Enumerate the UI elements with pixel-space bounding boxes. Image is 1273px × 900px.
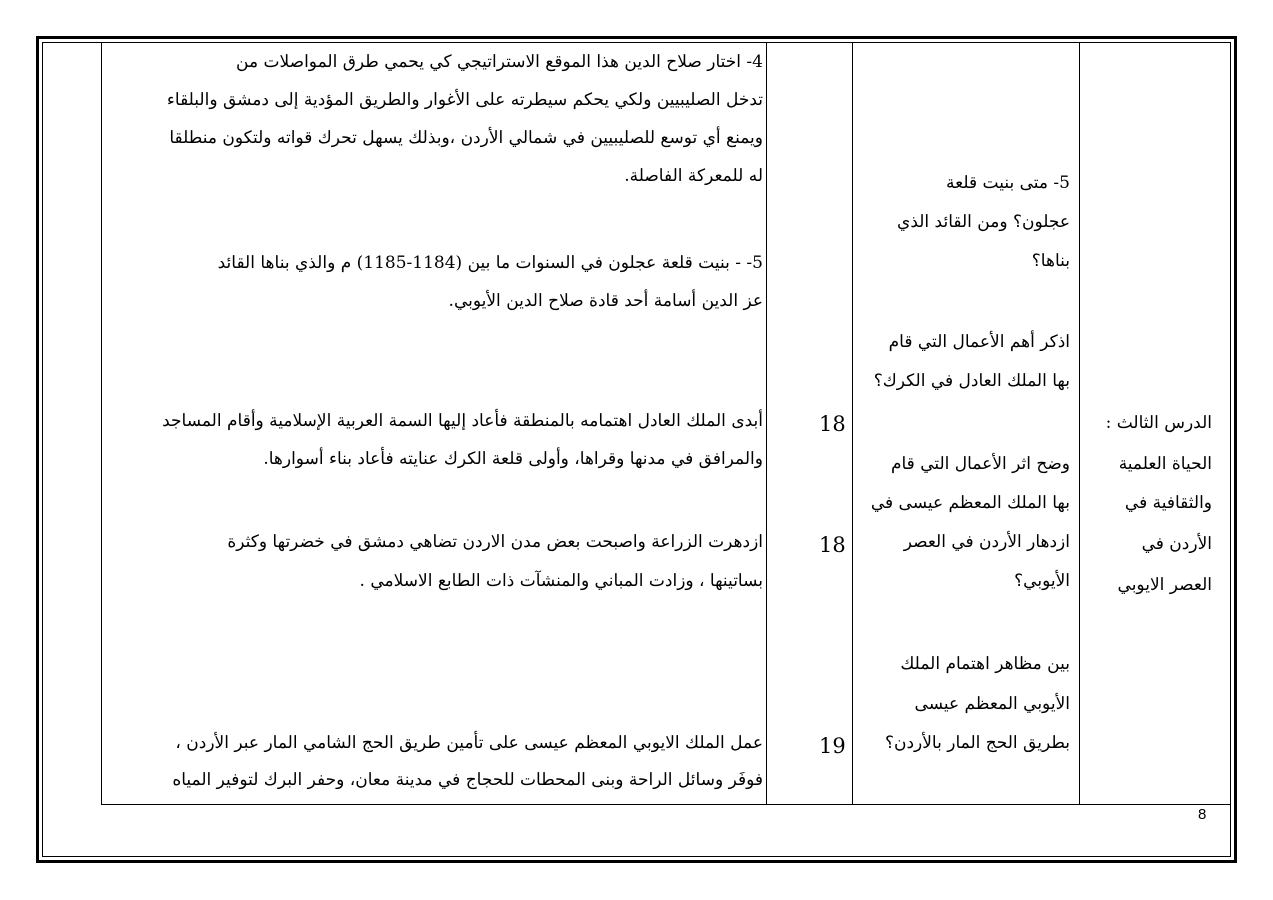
lesson-title-line-1: الدرس الثالث :: [1105, 413, 1212, 433]
answer-4-line-2: تدخل الصليبيين ولكي يحكم سيطرته على الأغوار والطريق المؤدية إلى دمشق والبلقاء: [166, 90, 763, 110]
column-divider-pages: [852, 42, 853, 804]
answer-4-line-1: 4- اختار صلاح الدين هذا الموقع الاستراتيجي كي يحمي طرق المواصلات من: [236, 52, 763, 72]
question-7-line-1: وضح اثر الأعمال التي قام: [890, 454, 1070, 474]
question-6-line-2: بها الملك العادل في الكرك؟: [873, 371, 1070, 391]
answer-7-line-1: ازدهرت الزراعة واصبحت بعض مدن الاردن تضاهي دمشق في خضرتها وكثرة: [227, 532, 763, 552]
page-ref-18: 18: [819, 412, 846, 436]
question-8-line-2: الأيوبي المعظم عيسى: [914, 694, 1070, 714]
question-5-line-2: عجلون؟ ومن القائد الذي: [897, 212, 1070, 232]
answer-8-line-1: عمل الملك الايوبي المعظم عيسى على تأمين طريق الحج الشامي المار عبر الأردن ،: [175, 733, 763, 753]
question-8-line-3: بطريق الحج المار بالأردن؟: [884, 733, 1070, 753]
question-7-line-2: بها الملك المعظم عيسى في: [870, 493, 1070, 513]
question-7-line-4: الأيوبي؟: [1014, 571, 1070, 591]
answer-5-line-1: 5- - بنيت قلعة عجلون في السنوات ما بين (1184-1185) م والذي بناها القائد: [217, 253, 763, 273]
answer-4-line-4: له للمعركة الفاصلة.: [624, 166, 763, 186]
lesson-title-line-3: والثقافية في: [1124, 493, 1212, 513]
answer-6-line-1: أبدى الملك العادل اهتمامه بالمنطقة فأعاد إليها السمة العربية الإسلامية وأقام المساجد: [162, 411, 763, 431]
page-number: 8: [1198, 806, 1207, 823]
column-divider-answers: [766, 42, 767, 804]
question-5-line-3: بناها؟: [1031, 251, 1070, 271]
lesson-title-line-5: العصر الايوبي: [1117, 575, 1212, 595]
answer-6-line-2: والمرافق في مدنها وقراها، وأولى قلعة الكرك عنايته فأعاد بناء أسوارها.: [263, 449, 763, 469]
question-8-line-1: بين مظاهر اهتمام الملك: [900, 654, 1070, 674]
answer-4-line-3: ويمنع أي توسع للصليبيين في شمالي الأردن ،وبذلك يسهل تحرك قواته ولتكون منطلقا: [169, 128, 763, 148]
question-7-line-3: ازدهار الأردن في العصر: [903, 532, 1070, 552]
lesson-title-line-4: الأردن في: [1141, 534, 1212, 554]
page-ref-18: 18: [819, 533, 846, 557]
answer-8-line-2: فوفَر وسائل الراحة وبنى المحطات للحجاج في مدينة معان، وحفر البرك لتوفير المياه: [172, 770, 763, 790]
column-divider-questions: [1079, 42, 1080, 804]
question-6-line-1: اذكر أهم الأعمال التي قام: [888, 332, 1070, 352]
page-ref-19: 19: [819, 734, 846, 758]
answer-7-line-2: بساتينها ، وزادت المباني والمنشآت ذات الطابع الاسلامي .: [359, 571, 763, 591]
question-5-line-1: 5- متى بنيت قلعة: [946, 173, 1070, 193]
lesson-title-line-2: الحياة العلمية: [1118, 454, 1212, 474]
answer-5-line-2: عز الدين أسامة أحد قادة صلاح الدين الأيوبي.: [448, 291, 763, 311]
